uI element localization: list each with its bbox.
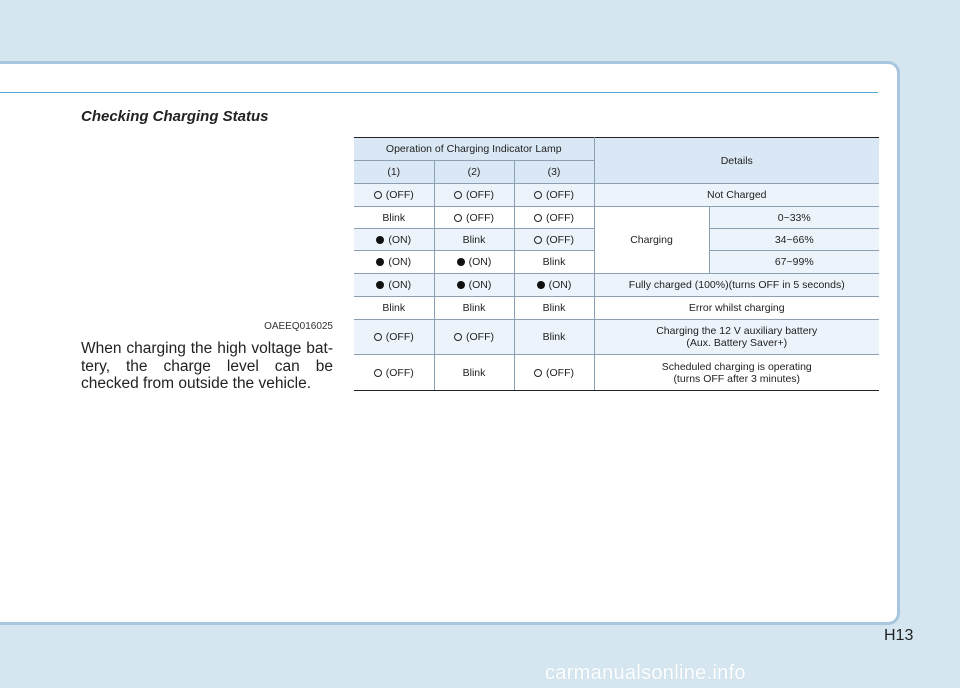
lamp-3-cell: Blink [514,297,594,320]
level-cell: 34~66% [709,229,879,251]
lamp-off-icon [454,333,462,341]
lamp-2-cell: (OFF) [434,207,514,229]
detail-line: (turns OFF after 3 minutes) [673,372,801,385]
lamp-2-cell: Blink [434,355,514,391]
lamp-off-icon [534,369,542,377]
lamp-on-icon [376,281,384,289]
lamp-2-cell: (ON) [434,274,514,297]
lamp-on-icon [457,258,465,266]
table-row [354,297,879,320]
lamp-off-icon [534,191,542,199]
header-col-1: (1) [354,161,434,184]
lamp-3-cell: Blink [514,320,594,355]
lamp-2-cell: (ON) [434,251,514,274]
header-operation: Operation of Charging Indicator Lamp [354,138,594,161]
header-col-3: (3) [514,161,594,184]
header-col-2: (2) [434,161,514,184]
lamp-off-icon [534,214,542,222]
lamp-2-cell: Blink [434,229,514,251]
lamp-1-cell: (ON) [354,229,434,251]
detail-cell: Fully charged (100%)(turns OFF in 5 seconds) [594,274,879,297]
lamp-3-cell: (OFF) [514,184,594,207]
lamp-on-icon [376,236,384,244]
lamp-off-icon [534,236,542,244]
lamp-2-cell: Blink [434,297,514,320]
lamp-on-icon [457,281,465,289]
lamp-2-cell: (OFF) [434,184,514,207]
figure-code: OAEEQ016025 [264,321,333,332]
detail-cell [594,355,879,391]
lamp-on-icon [537,281,545,289]
lamp-on-icon [376,258,384,266]
lamp-3-cell: (OFF) [514,207,594,229]
lamp-off-icon [454,214,462,222]
detail-cell [594,320,879,355]
lamp-3-cell: (OFF) [514,229,594,251]
page-number: H13 [884,627,914,644]
lamp-1-cell: (ON) [354,274,434,297]
lamp-1-cell: Blink [354,297,434,320]
lamp-off-icon [374,369,382,377]
header-details: Details [594,138,879,184]
lamp-2-cell: (OFF) [434,320,514,355]
lamp-3-cell: Blink [514,251,594,274]
body-text: When charging the high voltage bat-tery, the charge level can be checked from outside the vehicle. [81,340,333,392]
table-row [354,184,879,207]
detail-cell: Not Charged [594,184,879,207]
charging-group-cell: Charging [594,207,709,274]
lamp-1-cell: (OFF) [354,184,434,207]
header-rule [0,92,878,93]
lamp-1-cell: Blink [354,207,434,229]
section-title: Checking Charging Status [81,108,269,125]
level-cell: 0~33% [709,207,879,229]
lamp-off-icon [454,191,462,199]
table-row [354,355,879,391]
detail-line: Charging the 12 V auxiliary battery [656,325,818,337]
lamp-1-cell: (OFF) [354,320,434,355]
detail-line: (Aux. Battery Saver+) [686,337,788,349]
lamp-1-cell: (ON) [354,251,434,274]
table-row [354,320,879,355]
table-row [354,274,879,297]
lamp-3-cell: (OFF) [514,355,594,391]
lamp-1-cell: (OFF) [354,355,434,391]
detail-cell: Error whilst charging [594,297,879,320]
level-cell: 67~99% [709,251,879,274]
lamp-off-icon [374,333,382,341]
charging-status-table [354,137,879,391]
detail-line: Scheduled charging is operating [661,360,812,373]
footer-watermark: carmanualsonline.info [545,662,746,684]
table-row [354,207,879,229]
lamp-3-cell: (ON) [514,274,594,297]
lamp-off-icon [374,191,382,199]
